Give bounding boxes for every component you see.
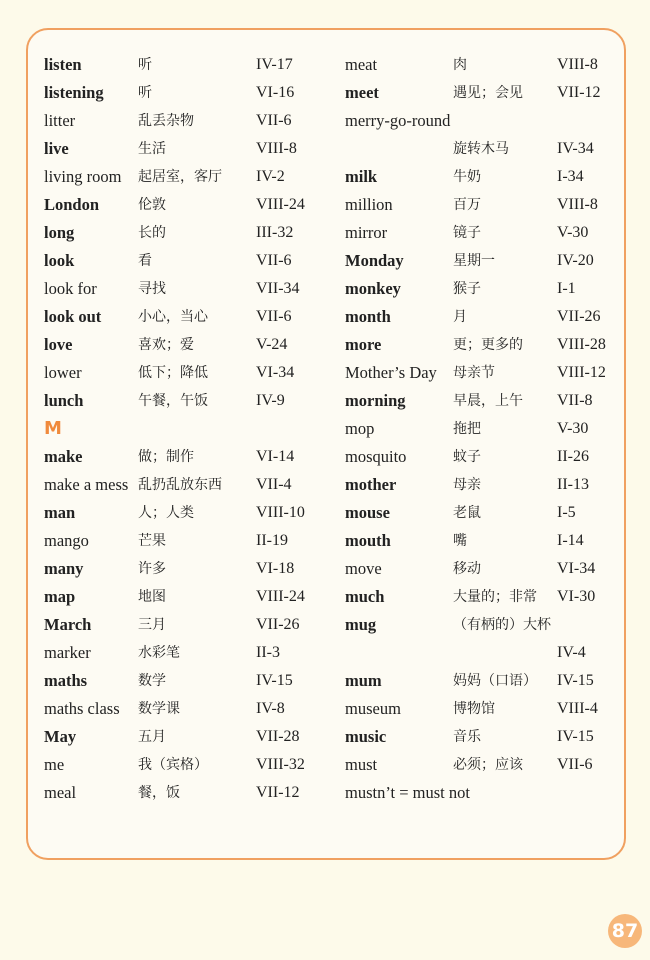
entry-word: London	[44, 195, 100, 214]
entry-word: mustn’t = must not	[345, 783, 470, 802]
entry-meaning: 母亲节	[453, 365, 495, 381]
entry-meaning: 寻找	[138, 281, 166, 297]
entry-meaning: 乱丢杂物	[138, 113, 194, 129]
entry-unit: VI-18	[256, 560, 295, 577]
entry-meaning: 母亲	[453, 477, 481, 493]
entry-meaning: 我（宾格）	[138, 757, 208, 773]
entry-meaning: 遇见；会见	[453, 85, 523, 101]
entry-meaning: 做；制作	[138, 449, 194, 465]
entry-meaning: 早晨，上午	[453, 393, 523, 409]
entry-word: move	[345, 559, 382, 578]
entry-word: mosquito	[345, 447, 407, 466]
entry-word: mum	[345, 671, 382, 690]
entry-meaning: （有柄的）大杯	[453, 617, 551, 633]
entry-meaning: 更；更多的	[453, 337, 523, 353]
entry-unit: I-14	[557, 532, 584, 549]
entry-word: make a mess	[44, 475, 129, 494]
entry-meaning: 大量的；非常	[453, 589, 537, 605]
entry-meaning: 妈妈（口语）	[453, 673, 537, 689]
entry-unit: II-13	[557, 476, 589, 493]
entry-unit: VIII-4	[557, 700, 598, 717]
entry-word: merry-go-round	[345, 111, 451, 130]
entry-word: monkey	[345, 279, 401, 298]
entry-meaning: 乱扔乱放东西	[138, 477, 222, 493]
entry-unit: IV-34	[557, 140, 594, 157]
entry-unit: III-32	[256, 224, 294, 241]
entry-meaning: 地图	[138, 589, 166, 605]
entry-unit: IV-15	[256, 672, 293, 689]
entry-meaning: 蚊子	[453, 449, 481, 465]
entry-meaning: 三月	[138, 617, 166, 633]
entry-meaning: 数学	[138, 673, 166, 689]
entry-meaning: 餐，饭	[138, 785, 180, 801]
entry-word: love	[44, 335, 73, 354]
entry-unit: VIII-28	[557, 336, 606, 353]
entry-meaning: 嘴	[453, 533, 467, 549]
entry-word: mop	[345, 419, 375, 438]
entry-meaning: 人；人类	[138, 505, 194, 521]
entry-meaning: 生活	[138, 141, 166, 157]
entry-unit: VII-6	[256, 112, 292, 129]
entry-unit: VII-6	[256, 252, 292, 269]
entry-unit: IV-15	[557, 728, 594, 745]
entry-word: Mother’s Day	[345, 363, 437, 382]
entry-meaning: 博物馆	[453, 701, 495, 717]
entry-word: mug	[345, 615, 377, 634]
entry-meaning: 拖把	[453, 421, 481, 437]
section-letter: M	[44, 418, 62, 439]
entry-unit: VIII-8	[256, 140, 297, 157]
entry-word: man	[44, 503, 76, 522]
entry-word: May	[44, 727, 77, 746]
entry-meaning: 旋转木马	[453, 141, 509, 157]
entry-meaning: 移动	[453, 561, 481, 577]
entry-unit: II-19	[256, 532, 288, 549]
entry-unit: VI-34	[557, 560, 596, 577]
entry-word: mouth	[345, 531, 391, 550]
entry-meaning: 喜欢；爱	[138, 337, 194, 353]
entry-word: Monday	[345, 251, 404, 270]
entry-word: maths	[44, 671, 88, 690]
entry-unit: I-1	[557, 280, 576, 297]
entry-unit: VII-12	[557, 84, 601, 101]
entry-word: look for	[44, 279, 97, 298]
entry-word: mango	[44, 531, 89, 550]
entry-word: look	[44, 251, 75, 270]
entry-word: month	[345, 307, 391, 326]
entry-unit: VII-12	[256, 784, 300, 801]
entry-meaning: 伦敦	[138, 197, 166, 213]
entry-word: meet	[345, 83, 379, 102]
entry-unit: VI-14	[256, 448, 295, 465]
entry-word: look out	[44, 307, 102, 326]
entry-word: many	[44, 559, 84, 578]
entry-word: mouse	[345, 503, 390, 522]
entry-unit: VI-30	[557, 588, 596, 605]
entry-unit: V-24	[256, 336, 288, 353]
entry-unit: IV-9	[256, 392, 285, 409]
entry-word: mother	[345, 475, 397, 494]
entry-meaning: 老鼠	[453, 505, 481, 521]
entry-word: mirror	[345, 223, 388, 242]
entry-word: much	[345, 587, 385, 606]
entry-unit: IV-8	[256, 700, 285, 717]
entry-meaning: 音乐	[453, 729, 481, 745]
entry-meaning: 许多	[138, 561, 166, 577]
entry-word: meal	[44, 783, 77, 802]
entry-unit: VIII-32	[256, 756, 305, 773]
entry-meaning: 月	[453, 309, 467, 325]
entry-unit: VII-4	[256, 476, 292, 493]
entry-unit: IV-20	[557, 252, 594, 269]
entry-word: million	[345, 195, 393, 214]
entry-word: March	[44, 615, 92, 634]
entry-unit: VIII-24	[256, 196, 305, 213]
entry-word: live	[44, 139, 69, 158]
entry-unit: VII-26	[557, 308, 601, 325]
entry-word: lunch	[44, 391, 84, 410]
entry-meaning: 水彩笔	[138, 645, 180, 661]
entry-meaning: 五月	[138, 729, 166, 745]
entry-unit: IV-17	[256, 56, 293, 73]
entry-word: must	[345, 755, 378, 774]
glossary-panel	[26, 28, 626, 860]
entry-meaning: 必须；应该	[453, 757, 523, 773]
entry-unit: IV-4	[557, 644, 586, 661]
entry-meaning: 看	[138, 253, 152, 269]
entry-word: marker	[44, 643, 91, 662]
entry-word: me	[44, 755, 65, 774]
entry-unit: IV-2	[256, 168, 285, 185]
page-number-badge: 87	[608, 914, 642, 948]
entry-meaning: 猴子	[453, 281, 481, 297]
entry-unit: VII-26	[256, 616, 300, 633]
entry-word: morning	[345, 391, 406, 410]
entry-unit: VIII-8	[557, 196, 598, 213]
entry-unit: II-26	[557, 448, 589, 465]
entry-word: make	[44, 447, 83, 466]
entry-word: living room	[44, 167, 122, 186]
entry-unit: I-34	[557, 168, 584, 185]
entry-word: map	[44, 587, 76, 606]
entry-unit: VIII-12	[557, 364, 606, 381]
entry-word: more	[345, 335, 382, 354]
entry-word: listen	[44, 55, 82, 74]
entry-unit: VI-16	[256, 84, 295, 101]
entry-word: litter	[44, 111, 76, 130]
entry-meaning: 低下；降低	[138, 365, 208, 381]
entry-unit: VIII-10	[256, 504, 305, 521]
entry-unit: VII-8	[557, 392, 593, 409]
entry-meaning: 听	[138, 57, 152, 73]
entry-unit: VII-6	[256, 308, 292, 325]
entry-word: lower	[44, 363, 82, 382]
entry-unit: VII-28	[256, 728, 300, 745]
entry-word: milk	[345, 167, 378, 186]
entry-meaning: 长的	[138, 225, 166, 241]
entry-meaning: 小心，当心	[138, 309, 208, 325]
entry-word: listening	[44, 83, 104, 102]
entry-word: long	[44, 223, 75, 242]
entry-unit: VIII-24	[256, 588, 305, 605]
entry-unit: VI-34	[256, 364, 295, 381]
entry-meaning: 牛奶	[453, 169, 481, 185]
entry-unit: V-30	[557, 420, 589, 437]
entry-meaning: 数学课	[138, 701, 180, 717]
entry-meaning: 起居室，客厅	[138, 169, 222, 185]
entry-word: museum	[345, 699, 401, 718]
entry-unit: VII-34	[256, 280, 300, 297]
entry-word: maths class	[44, 699, 120, 718]
entry-unit: I-5	[557, 504, 576, 521]
entry-unit: II-3	[256, 644, 280, 661]
entry-meaning: 芒果	[138, 533, 166, 549]
entry-meaning: 星期一	[453, 253, 495, 269]
entry-meaning: 肉	[453, 57, 467, 73]
entry-meaning: 听	[138, 85, 152, 101]
entry-meaning: 午餐，午饭	[138, 393, 208, 409]
entry-word: music	[345, 727, 387, 746]
entry-unit: V-30	[557, 224, 589, 241]
entry-unit: VII-6	[557, 756, 593, 773]
entry-meaning: 镜子	[453, 225, 481, 241]
entry-word: meat	[345, 55, 378, 74]
entry-meaning: 百万	[453, 197, 481, 213]
entry-unit: VIII-8	[557, 56, 598, 73]
entry-unit: IV-15	[557, 672, 594, 689]
